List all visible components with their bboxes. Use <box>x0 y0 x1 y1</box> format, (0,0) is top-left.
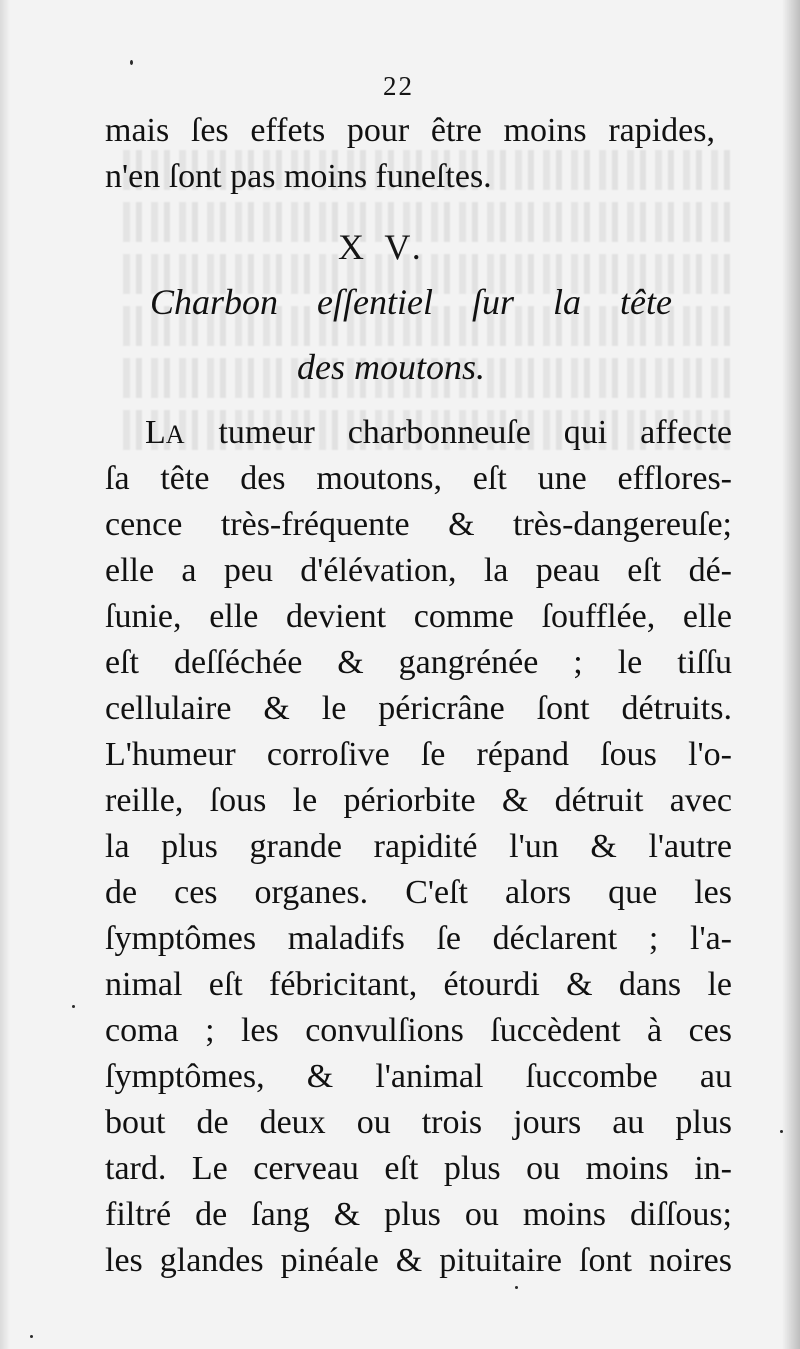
paper-speck <box>515 1286 518 1289</box>
section-heading-line: des moutons. <box>297 347 485 387</box>
paragraph-line: ſunie, elle devient comme ſoufflée, elle <box>105 598 732 635</box>
paragraph-line: filtré de ſang & plus ou moins diſſous; <box>105 1196 732 1233</box>
left-page-shadow <box>0 0 10 1349</box>
paper-speck <box>30 1335 33 1338</box>
paragraph-line: L'humeur corroſive ſe répand ſous l'o- <box>105 736 732 773</box>
continuation-line: mais ſes effets pour être moins rapides, <box>105 112 715 149</box>
page-number: 22 <box>383 71 414 101</box>
section-heading-line: Charbon eſſentiel ſur la tête <box>150 282 672 322</box>
paragraph-line: cence très-fréquente & très-dangereuſe; <box>105 506 732 543</box>
paragraph-line: reille, ſous le périorbite & détruit avec <box>105 782 732 819</box>
paper-speck <box>72 1005 75 1008</box>
paragraph-line: eſt deſſéchée & gangrénée ; le tiſſu <box>105 644 732 681</box>
paragraph-line: ſymptômes, & l'animal ſuccombe au <box>105 1058 732 1095</box>
paragraph-initial: L <box>145 414 166 451</box>
gutter-shadow <box>782 0 800 1349</box>
paragraph-line: bout de deux ou trois jours au plus <box>105 1104 732 1141</box>
paragraph-line: les glandes pinéale & pituitaire ſont noires <box>105 1242 732 1279</box>
paragraph-line: ſymptômes maladifs ſe déclarent ; l'a- <box>105 920 732 957</box>
paragraph-line: nimal eſt fébricitant, étourdi & dans le <box>105 966 732 1003</box>
section-number: X V. <box>338 227 427 267</box>
paragraph-first-line-text: tumeur charbonneuſe qui affecte <box>185 414 732 451</box>
paper-speck <box>130 60 133 65</box>
continuation-line: n'en ſont pas moins funeſtes. <box>105 158 492 195</box>
paragraph-initial-smallcap: A <box>165 420 186 449</box>
paragraph-line: ſa tête des moutons, eſt une efflores- <box>105 460 732 497</box>
paragraph-line: coma ; les convulſions ſuccèdent à ces <box>105 1012 732 1049</box>
paragraph-first-line <box>145 410 732 458</box>
paragraph-line: tard. Le cerveau eſt plus ou moins in- <box>105 1150 732 1187</box>
paragraph-line: de ces organes. C'eſt alors que les <box>105 874 732 911</box>
paragraph-line: elle a peu d'élévation, la peau eſt dé- <box>105 552 732 589</box>
paragraph-line: la plus grande rapidité l'un & l'autre <box>105 828 732 865</box>
paper-speck <box>780 1130 783 1133</box>
paragraph-line: cellulaire & le péricrâne ſont détruits. <box>105 690 732 727</box>
